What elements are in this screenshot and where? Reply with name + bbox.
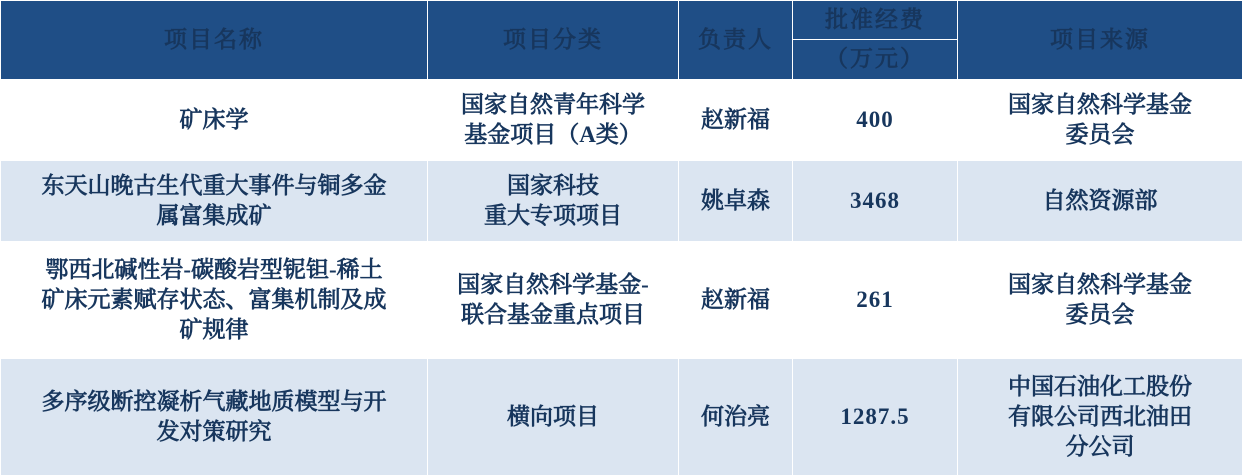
cell-project-category: 国家自然科学基金- 联合基金重点项目 [428, 242, 679, 359]
column-header-source: 项目来源 [958, 1, 1242, 80]
cell-leader: 赵新福 [679, 79, 793, 160]
table-header-row [1, 1, 1242, 40]
table-header [1, 1, 1242, 80]
column-header-project-category: 项目分类 [428, 1, 679, 80]
cell-funding: 261 [793, 242, 958, 359]
table-body [1, 79, 1242, 475]
table-row [1, 359, 1242, 476]
column-header-funding: 批准经费 [793, 1, 958, 40]
cell-funding: 1287.5 [793, 359, 958, 476]
cell-project-name: 鄂西北碱性岩-碳酸岩型铌钽-稀土 矿床元素赋存状态、富集机制及成 矿规律 [1, 242, 428, 359]
cell-source: 国家自然科学基金 委员会 [958, 79, 1242, 160]
table-row [1, 242, 1242, 359]
cell-funding: 3468 [793, 161, 958, 242]
cell-funding: 400 [793, 79, 958, 160]
table-row [1, 79, 1242, 160]
cell-project-name: 东天山晚古生代重大事件与铜多金 属富集成矿 [1, 161, 428, 242]
cell-leader: 姚卓森 [679, 161, 793, 242]
cell-project-name: 多序级断控凝析气藏地质模型与开 发对策研究 [1, 359, 428, 476]
cell-project-category: 横向项目 [428, 359, 679, 476]
cell-source: 国家自然科学基金 委员会 [958, 242, 1242, 359]
cell-leader: 何治亮 [679, 359, 793, 476]
table-row [1, 161, 1242, 242]
cell-project-category: 国家自然青年科学 基金项目（A类） [428, 79, 679, 160]
column-header-project-name: 项目名称 [1, 1, 428, 80]
column-header-leader: 负责人 [679, 1, 793, 80]
column-header-funding-unit: （万元） [793, 40, 958, 79]
cell-project-category: 国家科技 重大专项项目 [428, 161, 679, 242]
cell-source: 自然资源部 [958, 161, 1242, 242]
cell-source: 中国石油化工股份 有限公司西北油田 分公司 [958, 359, 1242, 476]
cell-project-name: 矿床学 [1, 79, 428, 160]
cell-leader: 赵新福 [679, 242, 793, 359]
